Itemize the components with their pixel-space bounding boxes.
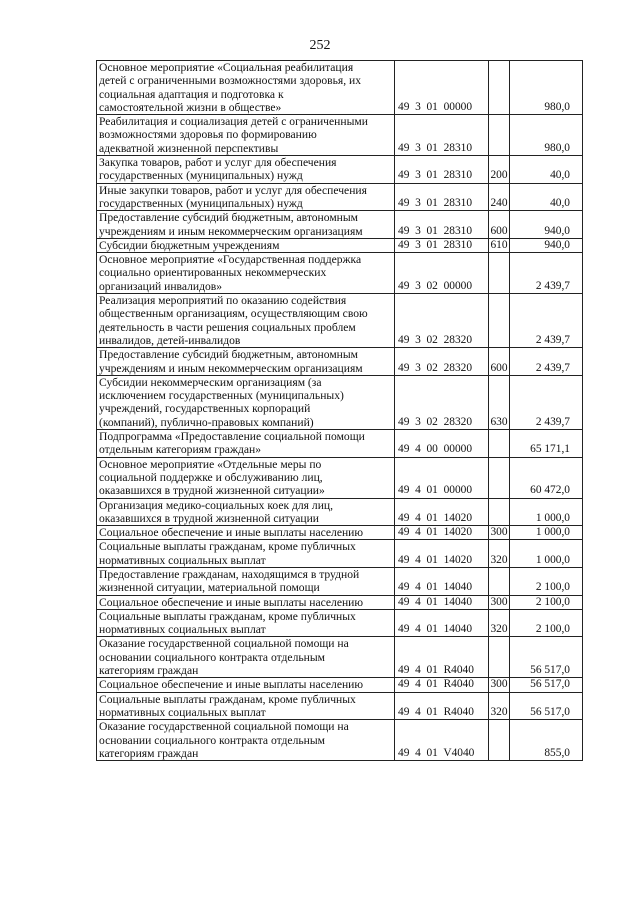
row-name-cell: Субсидии бюджетным учреждениям [97, 238, 395, 252]
row-code-cell: 49 4 01 R4040 [395, 678, 489, 692]
table-row [97, 637, 583, 678]
table-row [97, 115, 583, 156]
row-amount-cell: 980,0 [510, 115, 583, 156]
row-code-cell: 49 4 01 V4040 [395, 720, 489, 761]
row-expense-type-cell [489, 294, 510, 348]
row-amount-cell: 2 439,7 [510, 348, 583, 376]
row-code-cell: 49 3 01 28310 [395, 156, 489, 184]
row-expense-type-cell: 240 [489, 183, 510, 211]
row-name-cell: Реализация мероприятий по оказанию содействия общественным организациям, осуществляющим свою деятельность в части решения социальных проблем инвалидов, детей-инвалидов [97, 294, 395, 348]
table-row [97, 348, 583, 376]
row-name-cell: Предоставление гражданам, находящимся в трудной жизненной ситуации, материальной помощи [97, 567, 395, 595]
row-amount-cell: 40,0 [510, 156, 583, 184]
row-name-cell: Социальные выплаты гражданам, кроме публичных нормативных социальных выплат [97, 540, 395, 568]
row-name-cell: Социальное обеспечение и иные выплаты населению [97, 678, 395, 692]
row-code-cell: 49 3 01 28310 [395, 183, 489, 211]
row-code-cell: 49 4 01 R4040 [395, 692, 489, 720]
row-code-cell: 49 4 01 R4040 [395, 637, 489, 678]
table-row [97, 294, 583, 348]
row-expense-type-cell [489, 637, 510, 678]
table-row [97, 61, 583, 115]
row-name-cell: Реабилитация и социализация детей с ограниченными возможностями здоровья по формированию адекватной жизненной перспективы [97, 115, 395, 156]
row-expense-type-cell: 320 [489, 692, 510, 720]
row-code-cell: 49 4 01 14040 [395, 567, 489, 595]
row-expense-type-cell [489, 498, 510, 526]
table-row [97, 595, 583, 609]
table-row [97, 156, 583, 184]
row-amount-cell: 1 000,0 [510, 498, 583, 526]
row-code-cell: 49 3 01 00000 [395, 61, 489, 115]
row-code-cell: 49 4 01 14020 [395, 498, 489, 526]
row-amount-cell: 60 472,0 [510, 457, 583, 498]
table-row [97, 457, 583, 498]
table-row [97, 567, 583, 595]
row-code-cell: 49 4 01 14040 [395, 609, 489, 637]
row-expense-type-cell: 320 [489, 609, 510, 637]
row-name-cell: Предоставление субсидий бюджетным, автономным учреждениям и иным некоммерческим организациям [97, 348, 395, 376]
row-amount-cell: 1 000,0 [510, 526, 583, 540]
row-code-cell: 49 4 01 14020 [395, 526, 489, 540]
page-number: 252 [309, 38, 331, 53]
row-name-cell: Закупка товаров, работ и услуг для обеспечения государственных (муниципальных) нужд [97, 156, 395, 184]
row-amount-cell: 2 439,7 [510, 294, 583, 348]
row-name-cell: Оказание государственной социальной помощи на основании социального контракта отдельным категориям граждан [97, 637, 395, 678]
row-amount-cell: 855,0 [510, 720, 583, 761]
row-code-cell: 49 4 01 00000 [395, 457, 489, 498]
row-code-cell: 49 3 01 28310 [395, 115, 489, 156]
row-expense-type-cell: 200 [489, 156, 510, 184]
row-code-cell: 49 3 01 28310 [395, 211, 489, 239]
row-code-cell: 49 3 02 28320 [395, 348, 489, 376]
row-name-cell: Социальное обеспечение и иные выплаты населению [97, 595, 395, 609]
row-name-cell: Социальные выплаты гражданам, кроме публичных нормативных социальных выплат [97, 609, 395, 637]
row-name-cell: Социальные выплаты гражданам, кроме публичных нормативных социальных выплат [97, 692, 395, 720]
row-expense-type-cell [489, 61, 510, 115]
row-amount-cell: 56 517,0 [510, 678, 583, 692]
table-row [97, 692, 583, 720]
table-row [97, 526, 583, 540]
row-code-cell: 49 3 02 00000 [395, 253, 489, 294]
row-amount-cell: 2 100,0 [510, 609, 583, 637]
row-name-cell: Социальное обеспечение и иные выплаты населению [97, 526, 395, 540]
row-expense-type-cell: 600 [489, 211, 510, 239]
table-row [97, 253, 583, 294]
row-name-cell: Основное мероприятие «Государственная поддержка социально ориентированных некоммерческих организаций инвалидов» [97, 253, 395, 294]
table-row [97, 609, 583, 637]
row-code-cell: 49 3 02 28320 [395, 294, 489, 348]
row-amount-cell: 2 100,0 [510, 567, 583, 595]
row-amount-cell: 940,0 [510, 211, 583, 239]
row-expense-type-cell [489, 567, 510, 595]
row-amount-cell: 940,0 [510, 238, 583, 252]
row-code-cell: 49 4 01 14040 [395, 595, 489, 609]
row-expense-type-cell [489, 430, 510, 458]
row-expense-type-cell [489, 115, 510, 156]
row-amount-cell: 40,0 [510, 183, 583, 211]
row-amount-cell: 2 100,0 [510, 595, 583, 609]
row-expense-type-cell [489, 720, 510, 761]
row-name-cell: Предоставление субсидий бюджетным, автономным учреждениям и иным некоммерческим организациям [97, 211, 395, 239]
budget-table-body [97, 61, 583, 761]
table-row [97, 678, 583, 692]
row-name-cell: Оказание государственной социальной помощи на основании социального контракта отдельным категориям граждан [97, 720, 395, 761]
row-expense-type-cell: 300 [490, 678, 508, 691]
row-expense-type-cell: 600 [489, 348, 510, 376]
row-name-cell: Иные закупки товаров, работ и услуг для обеспечения государственных (муниципальных) нужд [97, 183, 395, 211]
row-name-cell: Субсидии некоммерческим организациям (за исключением государственных (муниципальных) учреждений, государственных корпораций (компаний), публично-правовых компаний) [97, 375, 395, 429]
row-expense-type-cell [489, 457, 510, 498]
row-amount-cell: 56 517,0 [510, 692, 583, 720]
table-row [97, 211, 583, 239]
row-amount-cell: 56 517,0 [510, 637, 583, 678]
row-amount-cell: 2 439,7 [510, 375, 583, 429]
row-expense-type-cell: 610 [490, 238, 508, 251]
table-row [97, 720, 583, 761]
row-expense-type-cell [489, 253, 510, 294]
row-code-cell: 49 3 02 28320 [395, 375, 489, 429]
budget-table [96, 60, 583, 761]
row-amount-cell: 65 171,1 [510, 430, 583, 458]
row-code-cell: 49 3 01 28310 [395, 238, 489, 252]
row-amount-cell: 980,0 [510, 61, 583, 115]
row-name-cell: Основное мероприятие «Социальная реабилитация детей с ограниченными возможностями здоровья, их социальная адаптация и подготовка к самостоятельной жизни в обществе» [97, 61, 395, 115]
table-row [97, 498, 583, 526]
row-amount-cell: 1 000,0 [510, 540, 583, 568]
row-name-cell: Организация медико-социальных коек для лиц, оказавшихся в трудной жизненной ситуации [97, 498, 395, 526]
row-amount-cell: 2 439,7 [510, 253, 583, 294]
table-row [97, 375, 583, 429]
row-expense-type-cell: 320 [489, 540, 510, 568]
row-name-cell: Основное мероприятие «Отдельные меры по социальной поддержке и обслуживанию лиц, оказавшихся в трудной жизненной ситуации» [97, 457, 395, 498]
table-row [97, 183, 583, 211]
row-expense-type-cell: 300 [490, 526, 508, 539]
row-code-cell: 49 4 00 00000 [395, 430, 489, 458]
row-code-cell: 49 4 01 14020 [395, 540, 489, 568]
table-row [97, 238, 583, 252]
row-name-cell: Подпрограмма «Предоставление социальной помощи отдельным категориям граждан» [97, 430, 395, 458]
row-expense-type-cell: 300 [490, 595, 508, 608]
row-expense-type-cell: 630 [489, 375, 510, 429]
table-row [97, 540, 583, 568]
table-row [97, 430, 583, 458]
